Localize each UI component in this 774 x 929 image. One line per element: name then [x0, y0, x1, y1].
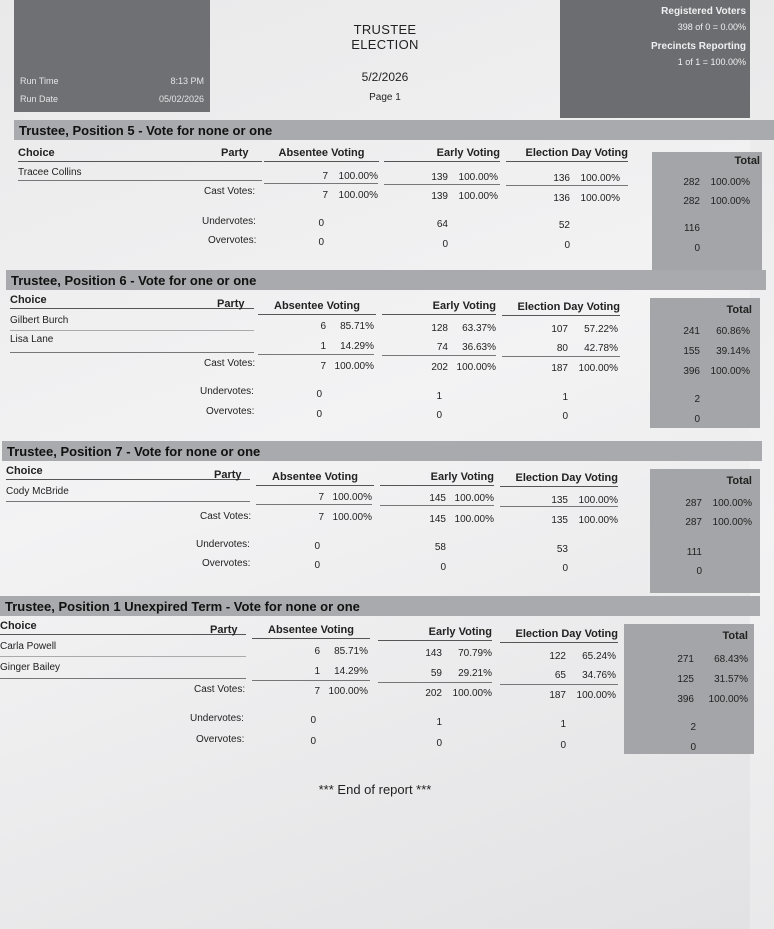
over-early: 0	[442, 239, 448, 250]
col-election-day: Election Day Voting	[502, 301, 620, 316]
contest-title: Trustee, Position 5 - Vote for none or one	[14, 120, 774, 140]
absentee-votes: 7	[322, 171, 328, 182]
col-absentee: Absentee Voting	[252, 624, 370, 639]
undervotes-label: Undervotes:	[200, 386, 254, 397]
cast-absentee: 7	[322, 190, 328, 201]
early-votes: 143	[425, 648, 442, 659]
candidate-name: Gilbert Burch	[10, 315, 69, 326]
cast-eday: 135	[551, 515, 568, 526]
cast-early-pct: 100.00%	[452, 688, 492, 699]
under-absentee: 0	[314, 541, 320, 552]
absentee-pct: 100.00%	[332, 492, 372, 503]
undervotes-label: Undervotes:	[202, 216, 256, 227]
cast-early-pct: 100.00%	[456, 362, 496, 373]
col-election-day: Election Day Voting	[500, 628, 618, 643]
cast-eday: 187	[549, 690, 566, 701]
under-absentee: 0	[316, 389, 322, 400]
candidate-name: Ginger Bailey	[0, 662, 61, 673]
cast-early: 202	[425, 688, 442, 699]
col-absentee: Absentee Voting	[256, 471, 374, 486]
precincts-reporting: 1 of 1 = 100.00%	[677, 57, 746, 67]
candidate-name: Tracee Collins	[18, 167, 82, 178]
early-votes: 139	[431, 172, 448, 183]
report-title: TRUSTEE ELECTION	[351, 22, 419, 52]
cast-early-pct: 100.00%	[454, 514, 494, 525]
overvotes-label: Overvotes:	[206, 406, 255, 417]
page-number: Page 1	[369, 92, 401, 103]
under-early: 1	[436, 391, 442, 402]
undervotes-label: Undervotes:	[190, 713, 244, 724]
absentee-votes: 1	[320, 341, 326, 352]
over-eday: 0	[562, 411, 568, 422]
absentee-pct: 85.71%	[340, 321, 374, 332]
overvotes-label: Overvotes:	[208, 235, 257, 246]
election-date: 5/2/2026	[361, 70, 409, 84]
absentee-pct: 85.71%	[334, 646, 368, 657]
cast-early: 139	[431, 191, 448, 202]
cast-total: 287	[685, 517, 702, 528]
col-choice: Choice	[18, 147, 262, 162]
cast-absentee: 7	[318, 512, 324, 523]
cast-eday-pct: 100.00%	[576, 690, 616, 701]
eday-votes: 135	[551, 495, 568, 506]
run-date-label: Run Date	[20, 94, 59, 104]
absentee-pct: 100.00%	[338, 171, 378, 182]
total-votes: 155	[683, 346, 700, 357]
run-time-label: Run Time	[20, 76, 59, 86]
cast-votes-label: Cast Votes:	[204, 358, 256, 369]
under-early: 64	[436, 219, 448, 230]
total-votes: 282	[683, 177, 700, 188]
cast-absentee-pct: 100.00%	[328, 686, 368, 697]
cast-votes-label: Cast Votes:	[194, 684, 246, 695]
eday-pct: 34.76%	[582, 670, 616, 681]
cast-early: 202	[431, 362, 448, 373]
early-votes: 145	[429, 493, 446, 504]
cast-votes-label: Cast Votes:	[200, 511, 252, 522]
over-early: 0	[436, 738, 442, 749]
total-votes: 125	[677, 674, 694, 685]
under-early: 1	[436, 717, 442, 728]
early-votes: 59	[430, 668, 442, 679]
cast-total-pct: 100.00%	[708, 694, 748, 705]
total-votes: 287	[685, 498, 702, 509]
col-party: Party	[221, 147, 249, 159]
col-absentee: Absentee Voting	[264, 147, 379, 162]
col-total: Total	[726, 304, 752, 316]
col-choice: Choice	[6, 465, 250, 480]
total-pct: 68.43%	[714, 654, 748, 665]
cast-total: 396	[683, 366, 700, 377]
total-votes: 241	[683, 326, 700, 337]
under-total: 2	[690, 722, 696, 733]
over-total: 0	[694, 243, 700, 254]
under-total: 116	[684, 223, 700, 234]
cast-total-pct: 100.00%	[710, 366, 750, 377]
candidate-name: Cody McBride	[6, 486, 69, 497]
candidate-name: Carla Powell	[0, 641, 57, 652]
early-votes: 128	[431, 323, 448, 334]
eday-pct: 100.00%	[580, 173, 620, 184]
eday-votes: 80	[556, 343, 568, 354]
contest-title: Trustee, Position 6 - Vote for one or one	[6, 270, 766, 290]
cast-eday-pct: 100.00%	[578, 515, 618, 526]
col-total: Total	[734, 155, 760, 167]
absentee-votes: 6	[314, 646, 320, 657]
total-votes: 271	[677, 654, 694, 665]
cast-absentee-pct: 100.00%	[332, 512, 372, 523]
total-column-band	[652, 152, 762, 272]
early-pct: 100.00%	[458, 172, 498, 183]
col-total: Total	[726, 475, 752, 487]
registered-voters-label: Registered Voters	[661, 6, 746, 17]
run-info-block	[14, 0, 210, 112]
under-early: 58	[434, 542, 446, 553]
under-eday: 1	[562, 392, 568, 403]
registered-voters: 398 of 0 = 0.00%	[677, 22, 746, 32]
cast-eday-pct: 100.00%	[580, 193, 620, 204]
contest-title: Trustee, Position 7 - Vote for none or one	[2, 441, 762, 461]
overvotes-label: Overvotes:	[202, 558, 251, 569]
total-pct: 100.00%	[710, 177, 750, 188]
turnout-block	[560, 0, 750, 118]
total-column-band	[624, 624, 754, 754]
cast-total: 396	[677, 694, 694, 705]
absentee-pct: 14.29%	[334, 666, 368, 677]
over-total: 0	[690, 742, 696, 753]
col-early: Early Voting	[380, 471, 494, 486]
col-early: Early Voting	[378, 626, 492, 641]
eday-votes: 65	[554, 670, 566, 681]
under-eday: 53	[556, 544, 568, 555]
cast-eday-pct: 100.00%	[578, 363, 618, 374]
contest-title: Trustee, Position 1 Unexpired Term - Vote for none or one	[0, 596, 760, 616]
run-time: 8:13 PM	[170, 76, 204, 86]
precincts-label: Precincts Reporting	[650, 41, 746, 52]
absentee-votes: 1	[314, 666, 320, 677]
col-choice: Choice	[10, 294, 254, 309]
under-absentee: 0	[318, 218, 324, 229]
absentee-votes: 6	[320, 321, 326, 332]
early-pct: 63.37%	[462, 323, 496, 334]
eday-pct: 57.22%	[584, 324, 618, 335]
cast-early-pct: 100.00%	[458, 191, 498, 202]
col-election-day: Election Day Voting	[500, 472, 618, 487]
under-absentee: 0	[310, 715, 316, 726]
over-eday: 0	[560, 740, 566, 751]
col-choice: Choice	[0, 620, 246, 635]
early-pct: 29.21%	[458, 668, 492, 679]
cast-votes-label: Cast Votes:	[204, 186, 256, 197]
total-pct: 31.57%	[714, 674, 748, 685]
over-absentee: 0	[318, 237, 324, 248]
cast-absentee: 7	[320, 361, 326, 372]
absentee-votes: 7	[318, 492, 324, 503]
col-early: Early Voting	[384, 147, 500, 162]
col-party: Party	[214, 469, 242, 481]
col-total: Total	[722, 630, 748, 642]
overvotes-label: Overvotes:	[196, 734, 245, 745]
cast-eday: 136	[553, 193, 570, 204]
total-pct: 100.00%	[712, 498, 752, 509]
over-total: 0	[696, 566, 702, 577]
cast-early: 145	[429, 514, 446, 525]
eday-pct: 100.00%	[578, 495, 618, 506]
eday-pct: 42.78%	[584, 343, 618, 354]
undervotes-label: Undervotes:	[196, 539, 250, 550]
absentee-pct: 14.29%	[340, 341, 374, 352]
eday-votes: 122	[549, 651, 566, 662]
early-pct: 36.63%	[462, 342, 496, 353]
under-total: 2	[694, 394, 700, 405]
cast-total-pct: 100.00%	[712, 517, 752, 528]
cast-absentee: 7	[314, 686, 320, 697]
over-eday: 0	[564, 240, 570, 251]
col-party: Party	[217, 298, 245, 310]
over-eday: 0	[562, 563, 568, 574]
cast-absentee-pct: 100.00%	[334, 361, 374, 372]
total-pct: 39.14%	[716, 346, 750, 357]
eday-votes: 107	[551, 324, 568, 335]
over-absentee: 0	[314, 560, 320, 571]
over-early: 0	[436, 410, 442, 421]
early-votes: 74	[436, 342, 448, 353]
over-early: 0	[440, 562, 446, 573]
early-pct: 100.00%	[454, 493, 494, 504]
under-total: 111	[686, 547, 702, 558]
under-eday: 52	[558, 220, 570, 231]
col-election-day: Election Day Voting	[506, 147, 628, 162]
cast-eday: 187	[551, 363, 568, 374]
early-pct: 70.79%	[458, 648, 492, 659]
eday-pct: 65.24%	[582, 651, 616, 662]
over-absentee: 0	[316, 409, 322, 420]
total-pct: 60.86%	[716, 326, 750, 337]
over-absentee: 0	[310, 736, 316, 747]
end-of-report: *** End of report ***	[318, 782, 432, 797]
total-column-band	[650, 298, 760, 428]
total-column-band	[650, 469, 760, 593]
cast-absentee-pct: 100.00%	[338, 190, 378, 201]
cast-total: 282	[683, 196, 700, 207]
run-date: 05/02/2026	[158, 94, 204, 104]
col-early: Early Voting	[382, 300, 496, 315]
candidate-name: Lisa Lane	[10, 334, 54, 345]
col-party: Party	[210, 624, 238, 636]
eday-votes: 136	[553, 173, 570, 184]
over-total: 0	[694, 414, 700, 425]
col-absentee: Absentee Voting	[258, 300, 376, 315]
cast-total-pct: 100.00%	[710, 196, 750, 207]
under-eday: 1	[560, 719, 566, 730]
